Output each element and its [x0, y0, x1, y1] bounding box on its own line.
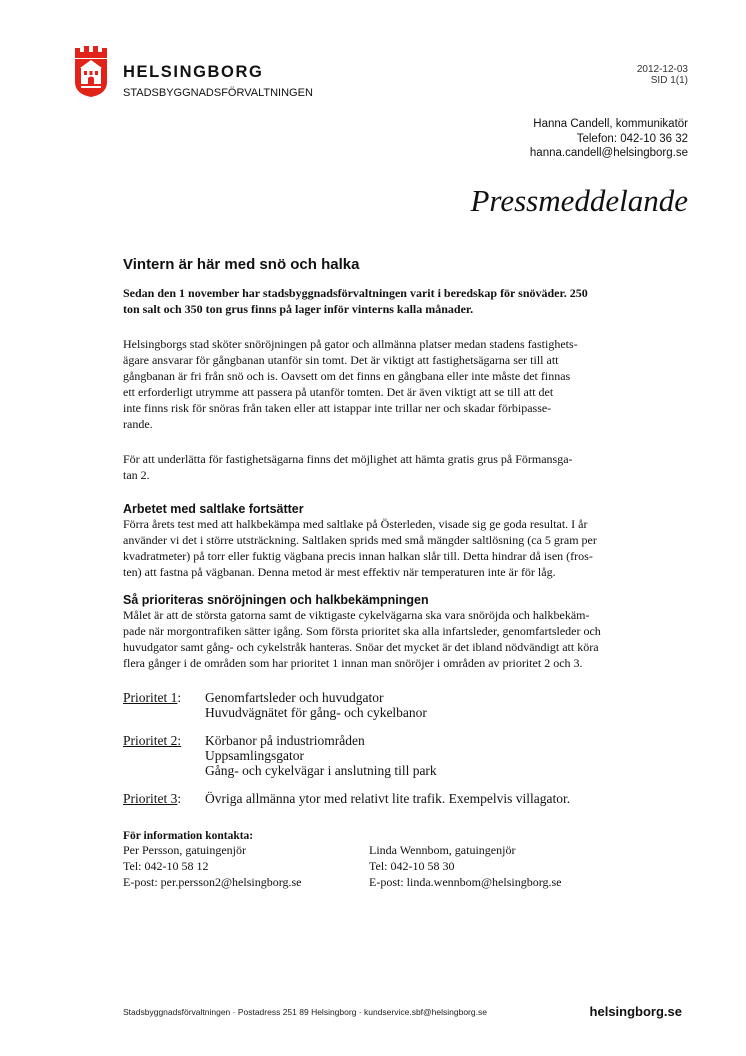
paragraph — [123, 336, 643, 432]
priority-label: Prioritet 3 — [123, 791, 178, 806]
ingress-line: Sedan den 1 november har stadsbyggnadsförvaltningen varit i beredskap för snöväder. 250 — [123, 286, 588, 300]
footer-url: helsingborg.se — [589, 1004, 682, 1019]
priority-item: Genomfartsleder och huvudgator — [205, 690, 384, 705]
priority-3 — [123, 791, 643, 806]
text-line: Helsingborgs stad sköter snöröjningen på gator och allmänna platser medan stadens fastighets- — [123, 337, 578, 351]
document-type: Pressmeddelande — [470, 183, 688, 218]
info-contact — [369, 842, 615, 890]
info-contact-phone: Tel: 042-10 58 30 — [369, 859, 455, 873]
info-contact-name: Per Persson, gatuingenjör — [123, 843, 246, 857]
info-contact — [123, 842, 369, 890]
text-line: rande. — [123, 417, 153, 431]
page-number: SID 1(1) — [650, 75, 688, 86]
priority-item: Övriga allmänna ytor med relativt lite trafik. Exempelvis villagator. — [205, 791, 571, 806]
paragraph — [123, 516, 643, 580]
priority-item: Huvudvägnätet för gång- och cykelbanor — [205, 705, 427, 720]
department-name: STADSBYGGNADSFÖRVALTNINGEN — [123, 87, 313, 99]
press-contact — [530, 117, 688, 161]
priority-1 — [123, 690, 643, 720]
contact-email: hanna.candell@helsingborg.se — [529, 147, 688, 159]
document-date: 2012-12-03 — [636, 64, 688, 75]
text-line: För att underlätta för fastighetsägarna finns det möjlighet att hämta gratis grus på Förmansga- — [123, 452, 573, 466]
paragraph — [123, 451, 643, 483]
priority-item: Gång- och cykelvägar i anslutning till park — [205, 763, 437, 778]
text-line: inte finns risk för snöras från taken eller att istappar inte trillar ner och skadar förbipasse- — [123, 401, 552, 415]
text-line: huvudgator samt gång- och cykelstråk hanteras. Snöar det mycket är det ibland nödvändigt att köra — [123, 640, 599, 654]
info-title: För information kontakta: — [123, 830, 254, 842]
ingress-line: ton salt och 350 ton grus finns på lager inför vinterns kalla månader. — [123, 302, 474, 316]
text-line: gångbanan är fri från snö och is. Oavsett om det finns en gångbana eller inte måste det finnas — [123, 369, 571, 383]
text-line: använder vi det i större utsträckning. Saltlaken sprids med små mängder saltlösning (ca 5 gram per — [123, 533, 597, 547]
priority-item: Körbanor på industriområden — [205, 733, 365, 748]
text-line: Målet är att de största gatorna samt de viktigaste cykelvägarna ska vara snöröjda och halkbekäm- — [123, 608, 590, 622]
text-line: flera gånger i de områden som har prioritet 1 innan man snöröjer i områden av prioritet 2 och 3. — [123, 656, 583, 670]
info-contact-name: Linda Wennbom, gatuingenjör — [369, 843, 516, 857]
helsingborg-crest-icon — [74, 44, 108, 98]
contact-phone: Telefon: 042-10 36 32 — [576, 132, 688, 145]
info-contact-email: E-post: per.persson2@helsingborg.se — [123, 875, 302, 889]
info-contacts — [123, 842, 643, 890]
paragraph — [123, 607, 643, 671]
article-body — [123, 256, 643, 890]
priority-separator: : — [177, 791, 182, 806]
priority-item: Uppsamlingsgator — [205, 748, 304, 763]
article-ingress — [123, 285, 643, 317]
priority-label: Prioritet 1 — [123, 690, 178, 705]
priority-label: Prioritet 2: — [123, 733, 182, 748]
text-line: kvadratmeter) på torr eller fuktig vägbana precis innan halkan slår till. Detta hindrar då isen (fros- — [123, 549, 593, 563]
text-line: pade när morgontrafiken sätter igång. Som första prioritet ska alla infartsleder, genomfartsleder och — [123, 624, 601, 638]
section-heading: Så prioriteras snöröjningen och halkbekämpningen — [123, 593, 429, 607]
priority-separator: : — [177, 690, 182, 705]
text-line: ten) att fastna på vägbanan. Denna metod är mest effektiv när temperaturen inte är för låg. — [123, 565, 556, 579]
article-title: Vintern är här med snö och halka — [123, 256, 360, 273]
text-line: tan 2. — [123, 468, 150, 482]
org-name: HELSINGBORG — [123, 63, 264, 81]
section-heading: Arbetet med saltlake fortsätter — [123, 502, 304, 516]
info-contact-phone: Tel: 042-10 58 12 — [123, 859, 209, 873]
text-line: ett erforderligt utrymme att passera på utanför tomten. Det är även viktigt att se till att det — [123, 385, 554, 399]
priority-2 — [123, 733, 643, 778]
info-contact-email: E-post: linda.wennbom@helsingborg.se — [369, 875, 562, 889]
text-line: Förra årets test med att halkbekämpa med saltlake på Österleden, visade sig ge goda resultat. I år — [123, 517, 588, 531]
text-line: ägare ansvarar för gångbanan utanför sin tomt. Det är viktigt att fastighetsägarna ser till att — [123, 353, 559, 367]
document-meta — [637, 64, 688, 86]
footer-address: Stadsbyggnadsförvaltningen · Postadress 251 89 Helsingborg · kundservice.sbf@helsingborg.se — [123, 1007, 487, 1017]
contact-name: Hanna Candell, kommunikatör — [533, 118, 688, 130]
